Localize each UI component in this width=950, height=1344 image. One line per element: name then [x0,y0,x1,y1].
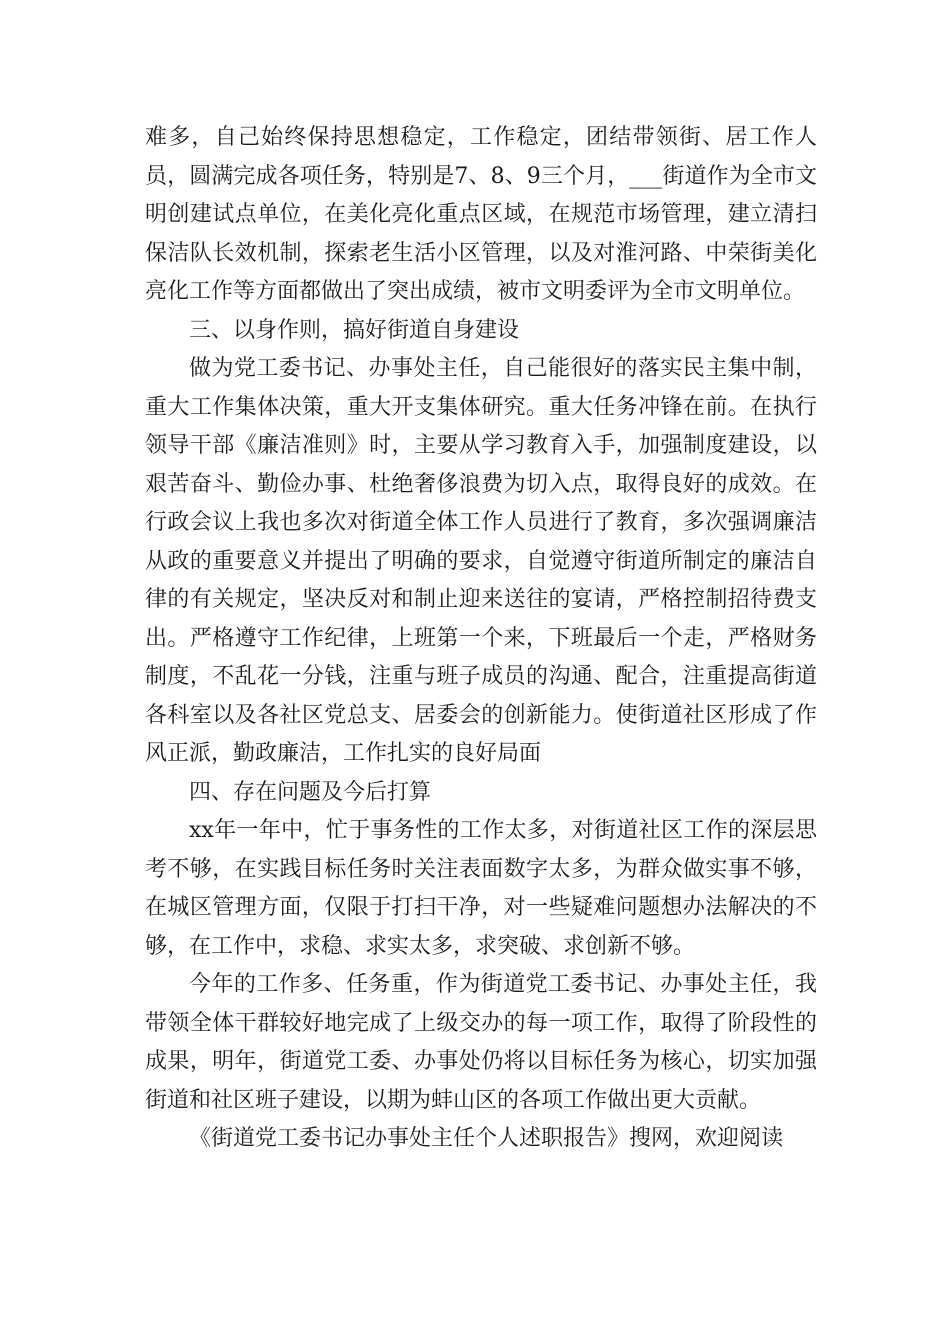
paragraph-continuation: 难多，自己始终保持思想稳定，工作稳定，团结带领街、居工作人员，圆满完成各项任务，特别是7、8、9三个月，___街道作为全市文明创建试点单位，在美化亮化重点区域，在规范市场管理，建立清扫保洁队长效机制，探索老生活小区管理，以及对淮河路、中荣街美化亮化工作等方面都做出了突出成绩，被市文明委评为全市文明单位。 [145,125,817,304]
paragraph-self-building: 做为党工委书记、办事处主任，自己能很好的落实民主集中制，重大工作集体决策，重大开支集体研究。重大任务冲锋在前。在执行领导干部《廉洁准则》时，主要从学习教育入手，加强制度建设，以艰苦奋斗、勤俭办事、杜绝奢侈浪费为切入点，取得良好的成效。在行政会议上我也多次对街道全体工作人员进行了教育，多次强调廉洁从政的重要意义并提出了明确的要求，自觉遵守街道所制定的廉洁自律的有关规定，坚决反对和制止迎来送往的宴请，严格控制招待费支出。严格遵守工作纪律，上班第一个来，下班最后一个走，严格财务制度，不乱花一分钱，注重与班子成员的沟通、配合，注重提高街道各科室以及各社区党总支、居委会的创新能力。使街道社区形成了作风正派，勤政廉洁，工作扎实的良好局面 [145,356,817,766]
document-body [145,119,817,1159]
paragraph-problems: xx年一年中，忙于事务性的工作太多，对街道社区工作的深层思考不够，在实践目标任务时关注表面数字太多，为群众做实事不够，在城区管理方面，仅限于打扫干净，对一些疑难问题想办法解决的不够，在工作中，求稳、求实太多，求突破、求创新不够。 [145,818,817,959]
section-heading-4: 四、存在问题及今后打算 [189,779,432,805]
paragraph-footer-note: 《街道党工委书记办事处主任个人述职报告》搜网，欢迎阅读 [189,1126,784,1151]
section-heading-3: 三、以身作则，搞好街道自身建设 [189,317,520,343]
paragraph-plans: 今年的工作多、任务重，作为街道党工委书记、办事处主任，我带领全体干群较好地完成了上级交办的每一项工作，取得了阶段性的成果，明年，街道党工委、办事处仍将以目标任务为核心，切实加强街道和社区班子建设，以期为蚌山区的各项工作做出更大贡献。 [145,972,817,1113]
